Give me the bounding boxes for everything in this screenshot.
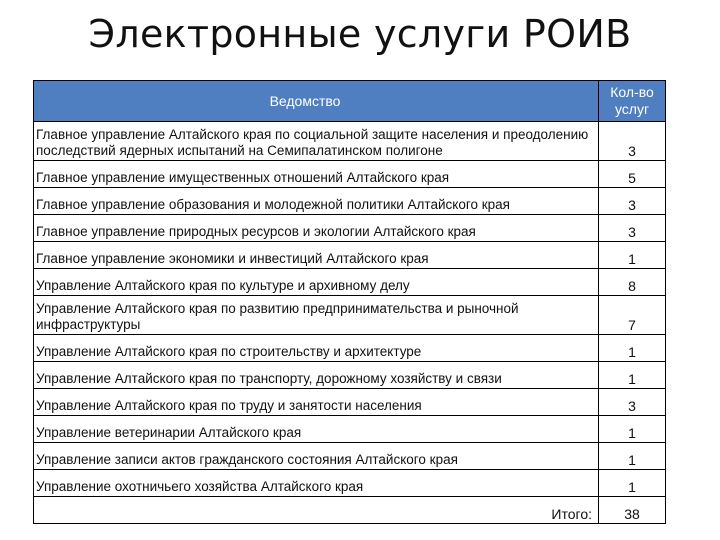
department-name: Управление охотничьего хозяйства Алтайского края: [34, 470, 599, 497]
service-count: 1: [599, 362, 666, 389]
services-table: [33, 80, 666, 524]
table-row: [34, 161, 666, 188]
department-name: Управление Алтайского края по труду и занятости населения: [34, 389, 599, 416]
table-row: [34, 188, 666, 215]
department-name: Главное управление Алтайского края по социальной защите населения и преодолению последствий ядерных испытаний на Семипалатинском полигоне: [34, 122, 599, 161]
table-row: [34, 296, 666, 335]
header-department: Ведомство: [34, 81, 599, 122]
service-count: 7: [599, 296, 666, 335]
table-row: [34, 122, 666, 161]
table-header-row: [34, 81, 666, 122]
page-title: Электронные услуги РОИВ: [88, 12, 632, 56]
service-count: 3: [599, 122, 666, 161]
department-name: Главное управление имущественных отношений Алтайского края: [34, 161, 599, 188]
department-name: Управление Алтайского края по транспорту, дорожному хозяйству и связи: [34, 362, 599, 389]
table-row: [34, 443, 666, 470]
table-row: [34, 416, 666, 443]
service-count: 3: [599, 215, 666, 242]
table-row: [34, 389, 666, 416]
department-name: Главное управление природных ресурсов и экологии Алтайского края: [34, 215, 599, 242]
total-label: Итого:: [34, 497, 599, 524]
service-count: 1: [599, 335, 666, 362]
table-row: [34, 335, 666, 362]
department-name: Управление Алтайского края по культуре и архивному делу: [34, 269, 599, 296]
service-count: 1: [599, 242, 666, 269]
service-count: 3: [599, 188, 666, 215]
service-count: 1: [599, 416, 666, 443]
total-count: 38: [599, 497, 666, 524]
total-row: [34, 497, 666, 524]
department-name: Главное управление экономики и инвестиций Алтайского края: [34, 242, 599, 269]
table-row: [34, 362, 666, 389]
header-count: Кол-во услуг: [599, 81, 666, 122]
table-row: [34, 470, 666, 497]
service-count: 5: [599, 161, 666, 188]
table-row: [34, 269, 666, 296]
service-count: 1: [599, 470, 666, 497]
department-name: Управление Алтайского края по строительству и архитектуре: [34, 335, 599, 362]
department-name: Главное управление образования и молодежной политики Алтайского края: [34, 188, 599, 215]
service-count: 8: [599, 269, 666, 296]
table-row: [34, 215, 666, 242]
service-count: 1: [599, 443, 666, 470]
department-name: Управление записи актов гражданского состояния Алтайского края: [34, 443, 599, 470]
department-name: Управление Алтайского края по развитию предпринимательства и рыночной инфраструктуры: [34, 296, 599, 335]
service-count: 3: [599, 389, 666, 416]
table-row: [34, 242, 666, 269]
department-name: Управление ветеринарии Алтайского края: [34, 416, 599, 443]
